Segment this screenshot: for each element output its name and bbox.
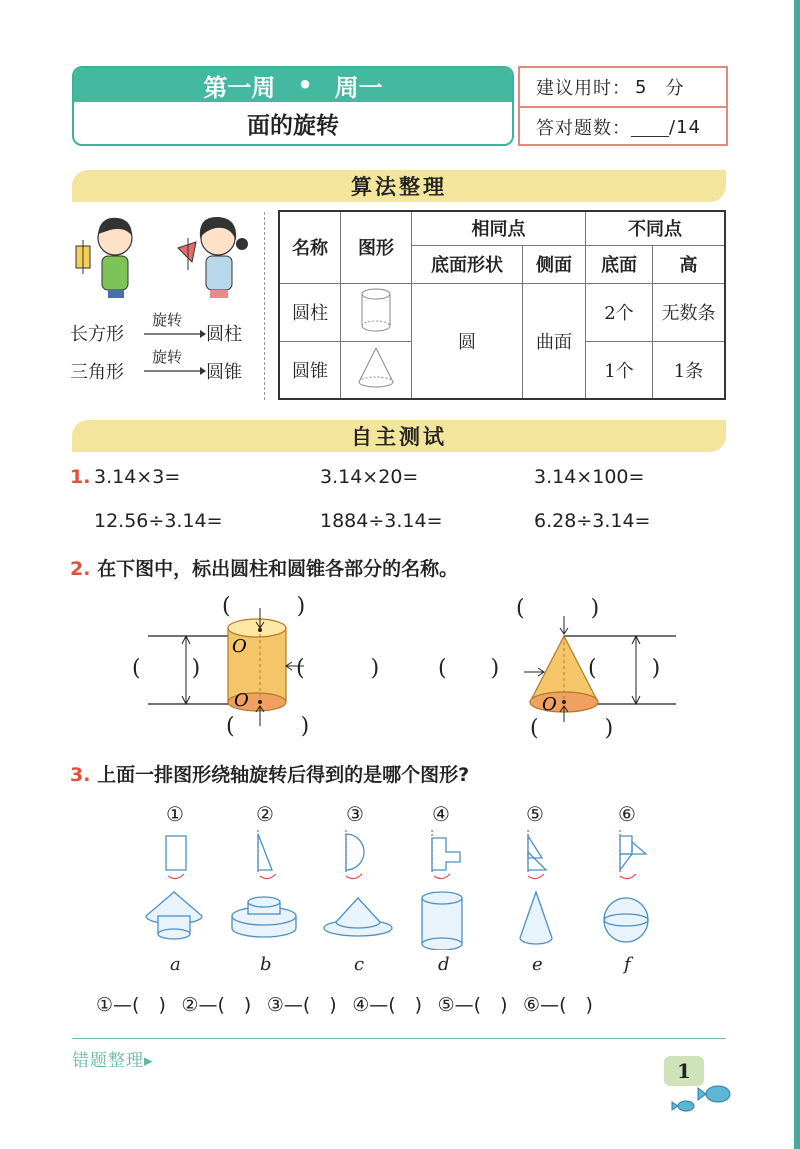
plane-shapes	[150, 826, 650, 886]
solid-label-d: d	[438, 954, 450, 975]
q1-item-5: 1884÷3.14=	[320, 510, 443, 532]
score-total: /14	[669, 116, 701, 138]
answer-4[interactable]: ④—( )	[352, 994, 423, 1016]
rotate-label-1: 旋转	[152, 311, 183, 329]
q2-number: 2.	[70, 558, 91, 580]
q1-item-6: 6.28÷3.14=	[534, 510, 651, 532]
row-cylinder-figure	[341, 283, 412, 341]
th-side: 侧面	[523, 245, 586, 283]
blank-cyl-top[interactable]: ( )	[222, 594, 306, 619]
row-cone-height: 1条	[653, 341, 726, 399]
lesson-header	[72, 66, 514, 146]
page-edge	[794, 0, 800, 1149]
score-blank[interactable]	[631, 118, 669, 137]
lesson-title: 面的旋转	[247, 112, 339, 139]
answer-1[interactable]: ①—( )	[96, 994, 166, 1016]
row-cylinder-base: 2个	[586, 283, 653, 341]
arrow-2	[142, 367, 208, 375]
shape-num-3: ③	[346, 802, 364, 826]
solid-label-a: a	[170, 954, 181, 975]
row-cone-name: 圆锥	[279, 341, 341, 399]
solid-shapes	[140, 888, 680, 950]
answer-3[interactable]: ③—( )	[266, 994, 337, 1016]
same-side: 曲面	[523, 283, 586, 399]
blank-cone-slant[interactable]: ( )	[438, 656, 500, 681]
q3-text: 上面一排图形绕轴旋转后得到的是哪个图形?	[97, 764, 470, 786]
page-number: 1	[664, 1056, 704, 1086]
cylinder-icon	[356, 286, 396, 334]
separator-dot: •	[297, 71, 313, 99]
time-unit: 分	[665, 78, 685, 99]
blank-cyl-side[interactable]: ( )	[296, 656, 380, 681]
q1-number: 1.	[70, 466, 91, 488]
row-cone-base: 1个	[586, 341, 653, 399]
solid-label-c: c	[354, 954, 365, 975]
th-same: 相同点	[412, 211, 586, 245]
comparison-table	[278, 210, 726, 400]
answer-2[interactable]: ②—( )	[181, 994, 252, 1016]
cone-label: 圆锥	[206, 362, 242, 383]
fish-icon	[670, 1082, 740, 1116]
q2-text: 在下图中，标出圆柱和圆锥各部分的名称。	[97, 558, 459, 580]
score-label: 答对题数：	[536, 118, 631, 139]
week-label: 第一周	[203, 73, 276, 102]
row-cylinder-height: 无数条	[653, 283, 726, 341]
blank-cone-height[interactable]: ( )	[588, 656, 661, 681]
th-base-shape: 底面形状	[412, 245, 523, 283]
shape-num-2: ②	[256, 802, 274, 826]
answer-row	[96, 990, 593, 1017]
solid-label-e: e	[532, 954, 543, 975]
mistake-review-label: 错题整理▸	[72, 1051, 154, 1071]
rotate-label-2: 旋转	[152, 348, 183, 366]
info-box	[518, 66, 728, 146]
cylinder-top-o: O	[232, 636, 247, 657]
shape-num-6: ⑥	[618, 802, 636, 826]
th-shape: 图形	[341, 211, 412, 283]
blank-cone-apex[interactable]: ( )	[516, 596, 600, 621]
tri-label: 三角形	[70, 362, 124, 383]
week-day-bar	[74, 68, 512, 102]
cone-o: O	[542, 694, 557, 715]
arrow-1	[142, 330, 208, 338]
th-base: 底面	[586, 245, 653, 283]
day-label: 周一	[334, 73, 383, 102]
cone-icon	[354, 344, 398, 390]
children-illustration	[70, 208, 260, 300]
th-name: 名称	[279, 211, 341, 283]
answer-6[interactable]: ⑥—( )	[523, 994, 593, 1016]
score-row	[520, 106, 726, 146]
time-value: 5	[635, 76, 648, 98]
q1-item-1: 3.14×3=	[94, 466, 181, 488]
blank-cyl-height[interactable]: ( )	[132, 656, 201, 681]
q1-item-3: 3.14×100=	[534, 466, 645, 488]
section-bar-algorithm: 算法整理	[72, 170, 726, 202]
shape-num-4: ④	[432, 802, 450, 826]
solid-label-f: f	[624, 954, 631, 975]
th-height: 高	[653, 245, 726, 283]
blank-cone-base[interactable]: ( )	[530, 716, 614, 741]
same-base-shape: 圆	[412, 283, 523, 399]
cylinder-bottom-o: O	[234, 690, 249, 711]
blank-cyl-base[interactable]: ( )	[226, 714, 310, 739]
q1-item-4: 12.56÷3.14=	[94, 510, 223, 532]
shape-num-5: ⑤	[526, 802, 544, 826]
q1-item-2: 3.14×20=	[320, 466, 419, 488]
time-label: 建议用时：	[536, 78, 631, 99]
answer-5[interactable]: ⑤—( )	[437, 994, 508, 1016]
rect-label: 长方形	[70, 324, 124, 345]
shape-num-1: ①	[166, 802, 184, 826]
time-row	[520, 68, 726, 106]
solid-label-b: b	[260, 954, 272, 975]
row-cone-figure	[341, 341, 412, 399]
section-bar-self-test: 自主测试	[72, 420, 726, 452]
footer-divider	[72, 1038, 726, 1039]
cylinder-label: 圆柱	[206, 324, 242, 345]
th-diff: 不同点	[586, 211, 726, 245]
divider-dashed	[264, 212, 265, 400]
q3-number: 3.	[70, 764, 91, 786]
row-cylinder-name: 圆柱	[279, 283, 341, 341]
